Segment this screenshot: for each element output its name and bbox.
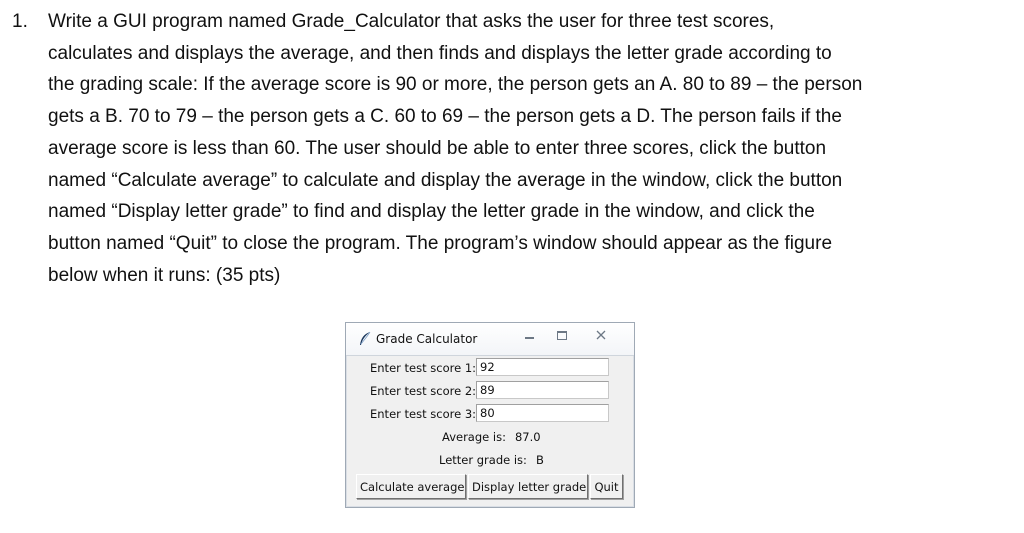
score-row-3 [370, 404, 612, 424]
letter-grade-display [439, 453, 544, 467]
question-line: Write a GUI program named Grade_Calculator that asks the user for three test scores, [48, 11, 775, 32]
minimize-icon[interactable] [518, 328, 540, 342]
question-text [48, 6, 998, 291]
maximize-icon[interactable] [551, 328, 573, 342]
average-label: Average is: [442, 430, 506, 444]
score-row-2 [370, 381, 612, 401]
grade-calculator-window [345, 322, 635, 508]
question-number: 1. [12, 11, 28, 32]
window-content [346, 356, 634, 507]
quit-button[interactable]: Quit [590, 474, 623, 499]
score-2-label: Enter test score 2: [370, 384, 477, 398]
score-1-label: Enter test score 1: [370, 361, 477, 375]
question-line: below when it runs: (35 pts) [48, 264, 281, 286]
close-icon[interactable] [586, 328, 616, 342]
average-display [442, 430, 541, 444]
question-line: named “Calculate average” to calculate and display the average in the window, click the button [48, 169, 843, 191]
score-3-label: Enter test score 3: [370, 407, 477, 421]
question-line: gets a B. 70 to 79 – the person gets a C. 60 to 69 – the person gets a D. The person fails if the [48, 106, 842, 128]
average-value: 87.0 [514, 430, 541, 444]
letter-grade-label: Letter grade is: [439, 453, 527, 467]
feather-icon [358, 331, 372, 347]
question-line: button named “Quit” to close the program. The program’s window should appear as the figure [48, 232, 833, 254]
window-titlebar[interactable] [346, 323, 634, 356]
question-line: named “Display letter grade” to find and display the letter grade in the window, and click the [48, 201, 815, 223]
question-line: calculates and displays the average, and then finds and displays the letter grade according to [48, 42, 832, 64]
score-2-input[interactable] [476, 381, 609, 399]
display-letter-grade-button[interactable]: Display letter grade [468, 474, 588, 499]
score-1-input[interactable] [476, 358, 609, 376]
calculate-average-button[interactable]: Calculate average [356, 474, 466, 499]
letter-grade-value: B [535, 453, 544, 467]
score-row-1 [370, 358, 612, 378]
score-3-input[interactable] [476, 404, 609, 422]
question-line: average score is less than 60. The user should be able to enter three scores, click the button [48, 137, 827, 159]
question-line: the grading scale: If the average score is 90 or more, the person gets an A. 80 to 89 – the person [48, 74, 863, 96]
window-title: Grade Calculator [376, 332, 478, 346]
